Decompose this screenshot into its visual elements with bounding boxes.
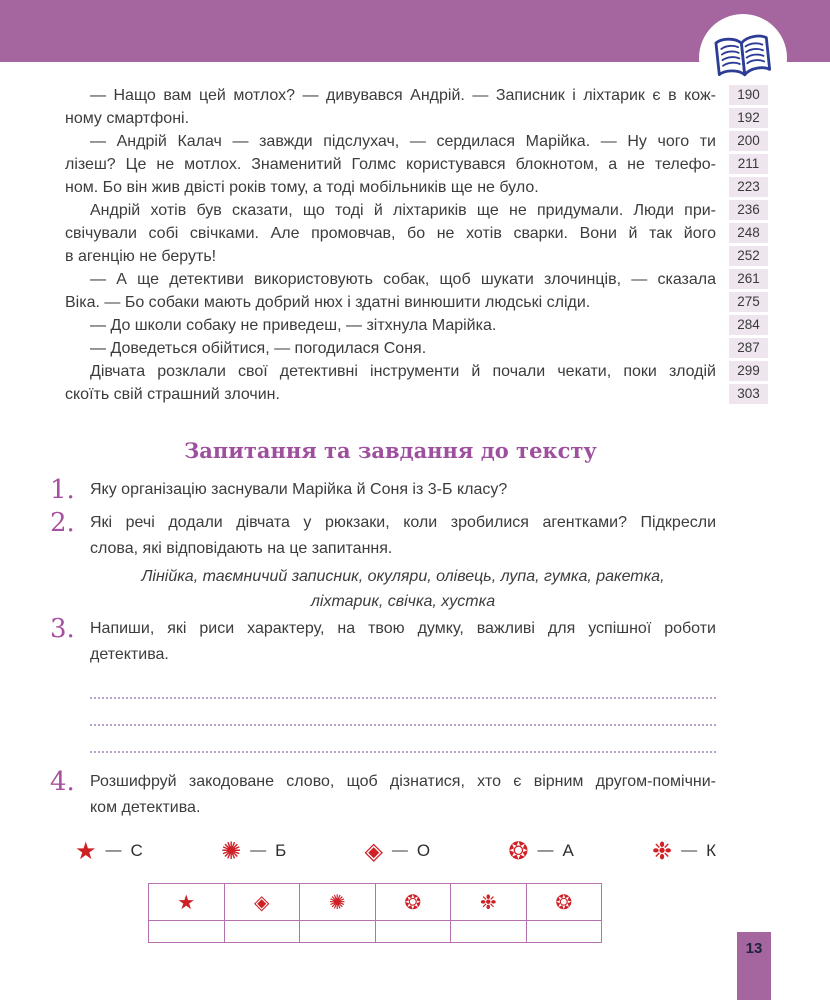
question-3 (50, 616, 768, 668)
word-list (90, 564, 716, 614)
answer-line (90, 672, 716, 699)
question-text (90, 616, 716, 668)
question-2 (50, 510, 768, 562)
code-symbol-cell: ★ (149, 884, 225, 921)
legend-letter: К (706, 841, 716, 860)
legend-dash: — (681, 842, 698, 859)
code-table-answer-row (149, 921, 601, 942)
answer-cell (451, 921, 527, 942)
line-number-badge: 287 (729, 338, 768, 358)
answer-line (90, 699, 716, 726)
question-1 (50, 477, 768, 504)
answer-cell (149, 921, 225, 942)
page-number-badge (737, 932, 771, 1000)
story-line (65, 360, 768, 383)
story-line (65, 176, 768, 199)
story-line-text: Віка. — Бо собаки мають добрий нюх і здатні винюшити людські сліди. (65, 294, 591, 311)
question-4 (50, 769, 768, 821)
legend-letter: С (130, 841, 143, 860)
story-line (65, 268, 768, 291)
line-number-badge: 211 (729, 154, 768, 174)
line-number-badge: 248 (729, 223, 768, 243)
legend-letter: Б (275, 841, 287, 860)
page-number: 13 (745, 940, 763, 957)
story-line-text: ному смартфоні. (65, 110, 190, 127)
story-line-text: — Доведеться обійтися, — погодилася Соня. (90, 340, 427, 357)
legend-letter: О (416, 841, 431, 860)
story-line (65, 245, 768, 268)
line-number-badge: 284 (729, 315, 768, 335)
legend-item (75, 837, 143, 865)
open-book-icon (711, 31, 776, 85)
code-symbol-cell: ❂ (527, 884, 602, 921)
question-text-line: ком детектива. (90, 799, 201, 816)
answer-lines (90, 672, 716, 753)
story-line-text: — А ще детективи використовують собак, щоб шукати злочинців, — сказала (90, 271, 716, 288)
story-line-text: Андрій хотів був сказати, що тоді й ліхтариків ще не придумали. Люди при- (90, 202, 716, 219)
question-text (90, 477, 716, 504)
code-symbol-icon: ★ (75, 837, 97, 865)
line-number-badge: 303 (729, 384, 768, 404)
question-number: 4. (50, 767, 75, 797)
story-line (65, 130, 768, 153)
answer-cell (376, 921, 452, 942)
code-table (148, 883, 602, 943)
story-line (65, 199, 768, 222)
legend-dash: — (537, 842, 554, 859)
question-text-line: детектива. (90, 646, 169, 663)
line-number-badge: 200 (729, 131, 768, 151)
question-text-line: Які речі додали дівчата у рюкзаки, коли зробилися агентками? Підкресли (90, 514, 716, 531)
line-number-badge: 192 (729, 108, 768, 128)
word-list-line: Лінійка, таємничий записник, окуляри, олівець, лупа, гумка, ракетка, (141, 568, 665, 585)
code-symbol-icon: ◈ (364, 837, 383, 865)
code-symbol-cell: ✺ (300, 884, 376, 921)
question-text-line: Яку організацію заснували Марійка й Соня із 3-Б класу? (90, 481, 508, 498)
code-symbol-cell: ◈ (225, 884, 301, 921)
answer-cell (300, 921, 376, 942)
question-number: 1. (50, 475, 75, 505)
page-content (50, 84, 768, 943)
story-text-block (65, 84, 768, 406)
section-title: Запитання та завдання до тексту (184, 438, 597, 463)
answer-cell (527, 921, 602, 942)
question-number: 3. (50, 614, 75, 644)
story-line-text: — Андрій Калач — завжди підслухач, — сердилася Марійка. — Ну чого ти (90, 133, 716, 150)
code-table-symbol-row (149, 884, 601, 921)
story-line-text: ном. Бо він жив двісті років тому, а тоді мобільників ще не було. (65, 179, 539, 196)
story-line-text: свічували собі свічками. Але промовчав, бо не хотів сварки. Вони й так його (65, 225, 716, 242)
story-line (65, 222, 768, 245)
story-line-text: — Нащо вам цей мотлох? — дивувався Андрій. — Записник і ліхтарик є в кож- (90, 87, 716, 104)
legend-dash: — (105, 842, 122, 859)
code-symbol-cell: ❉ (451, 884, 527, 921)
line-number-badge: 223 (729, 177, 768, 197)
story-line (65, 337, 768, 360)
question-text-line: Розшифруй закодоване слово, щоб дізнатися, хто є вірним другом-помічни- (90, 773, 716, 790)
code-symbol-icon: ❉ (651, 837, 673, 865)
story-line (65, 314, 768, 337)
story-line (65, 107, 768, 130)
line-number-badge: 252 (729, 246, 768, 266)
legend-dash: — (391, 842, 408, 859)
question-text (90, 510, 716, 562)
story-line-text: в агенцію не беруть! (65, 248, 217, 265)
story-line-text: Дівчата розклали свої детективні інструменти й почали чекати, поки злодій (90, 363, 716, 380)
line-number-badge: 299 (729, 361, 768, 381)
legend-item (652, 837, 716, 865)
line-number-badge: 275 (729, 292, 768, 312)
line-number-badge: 261 (729, 269, 768, 289)
legend-item (508, 837, 573, 865)
story-line (65, 153, 768, 176)
legend-item (364, 837, 430, 865)
question-text (90, 769, 716, 821)
story-line (65, 291, 768, 314)
question-text-line: слова, які відповідають на це запитання. (90, 540, 393, 557)
line-number-badge: 190 (729, 85, 768, 105)
answer-cell (225, 921, 301, 942)
story-line (65, 383, 768, 406)
story-line-text: скоїть свій страшний злочин. (65, 386, 280, 403)
question-number: 2. (50, 508, 75, 538)
question-text-line: Напиши, які риси характеру, на твою думку, важливі для успішної роботи (90, 620, 716, 637)
answer-line (90, 726, 716, 753)
line-number-badge: 236 (729, 200, 768, 220)
legend-item (221, 837, 286, 865)
code-symbol-cell: ❂ (376, 884, 452, 921)
symbol-legend (75, 837, 716, 865)
code-symbol-icon: ❂ (508, 837, 529, 865)
legend-dash: — (250, 842, 267, 859)
story-line-text: лізеш? Це не мотлох. Знаменитий Голмс користувався блокнотом, а не телефо- (65, 156, 716, 173)
code-symbol-icon: ✺ (220, 837, 242, 865)
legend-letter: А (562, 841, 574, 860)
word-list-line: ліхтарик, свічка, хустка (310, 593, 496, 610)
story-line-text: — До школи собаку не приведеш, — зітхнула Марійка. (90, 317, 497, 334)
story-line (65, 84, 768, 107)
